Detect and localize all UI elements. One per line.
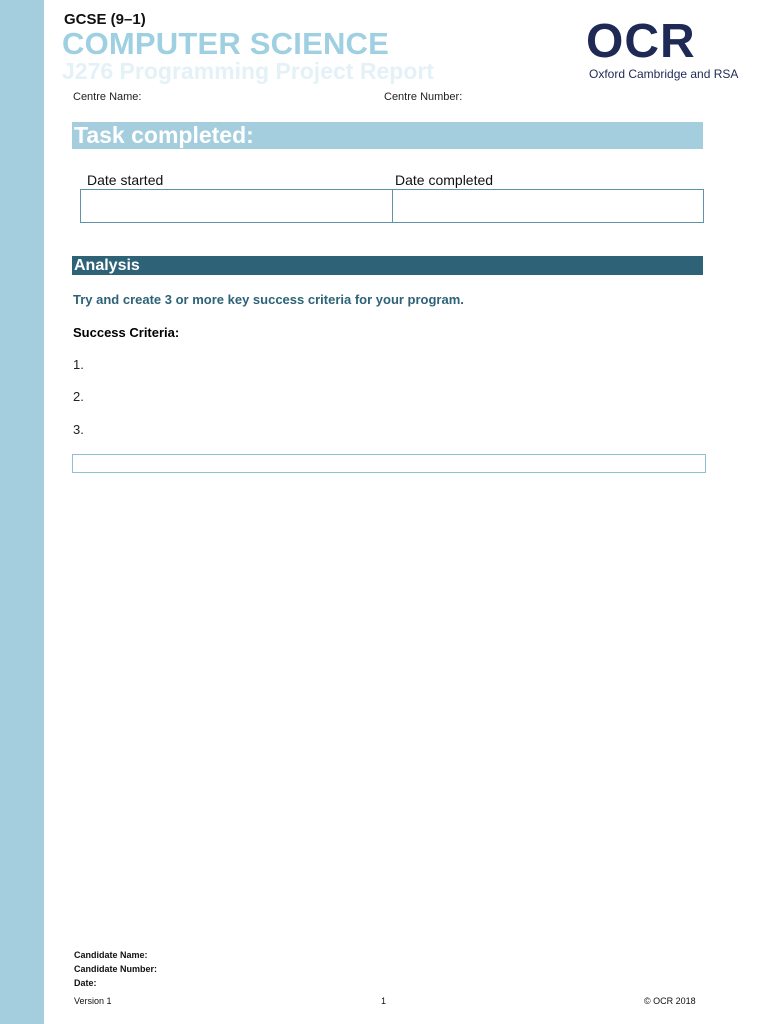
- criteria-answer-box[interactable]: [72, 454, 706, 473]
- centre-name-label: Centre Name:: [73, 91, 142, 103]
- success-criteria-heading: Success Criteria:: [73, 325, 180, 340]
- analysis-section-bar: [72, 256, 703, 275]
- date-started-field[interactable]: [81, 190, 392, 222]
- candidate-number-label: Candidate Number:: [74, 964, 158, 974]
- date-label: Date:: [74, 978, 97, 988]
- analysis-heading: Analysis: [74, 257, 140, 274]
- qualification-series: GCSE (9–1): [64, 11, 146, 28]
- success-criterion-1: 1.: [73, 357, 84, 372]
- dates-table: [80, 189, 704, 223]
- date-completed-label: Date completed: [395, 172, 494, 188]
- date-completed-field[interactable]: [392, 190, 704, 222]
- ocr-logo: [586, 15, 740, 84]
- subject-title: COMPUTER SCIENCE: [62, 26, 390, 61]
- report-title: J276 Programming Project Report: [62, 58, 434, 84]
- side-color-strip: [0, 0, 44, 1024]
- analysis-instruction: Try and create 3 or more key success criteria for your program.: [73, 292, 464, 307]
- ocr-logo-subtitle: Oxford Cambridge and RSA: [589, 67, 739, 81]
- success-criterion-3: 3.: [73, 422, 84, 437]
- page-number: 1: [381, 996, 387, 1006]
- ocr-logo-text: OCR: [586, 15, 696, 68]
- centre-number-label: Centre Number:: [384, 91, 463, 103]
- version-label: Version 1: [74, 996, 112, 1006]
- task-completed-bar: [72, 122, 703, 149]
- date-started-label: Date started: [87, 172, 164, 188]
- task-completed-heading: Task completed:: [74, 122, 254, 148]
- copyright-notice: © OCR 2018: [644, 996, 696, 1006]
- candidate-name-label: Candidate Name:: [74, 950, 148, 960]
- success-criterion-2: 2.: [73, 389, 84, 404]
